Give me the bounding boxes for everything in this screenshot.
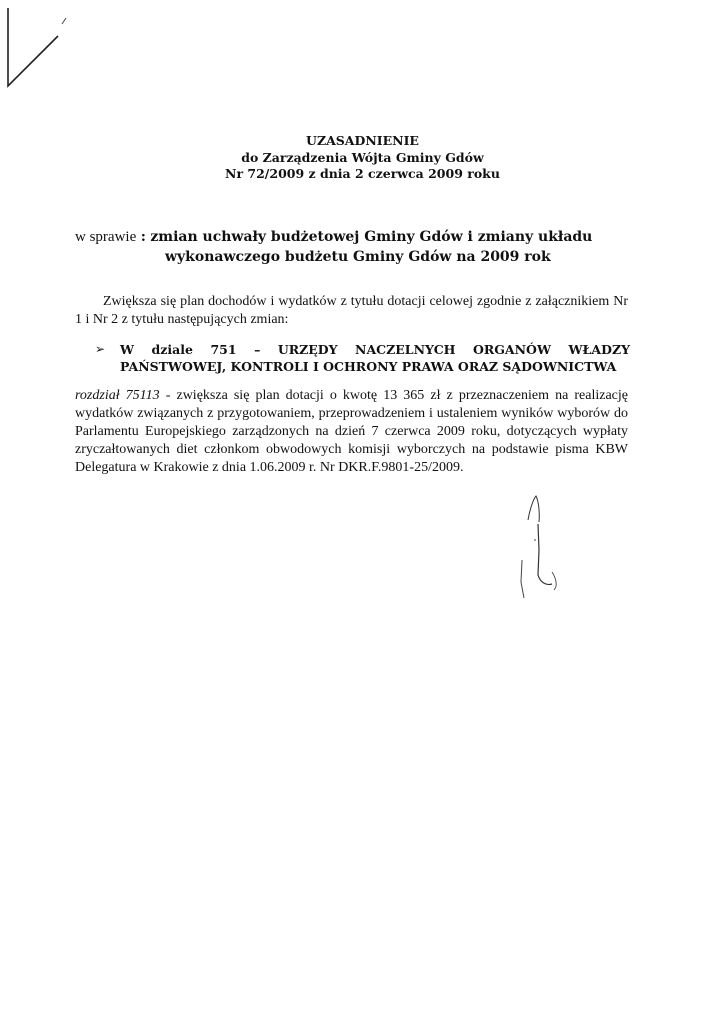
intro-paragraph: Zwiększa się plan dochodów i wydatków z tytułu dotacji celowej zgodnie z załącznikiem Nr 1 i Nr 2 z tytułu następujących zmian:: [75, 294, 628, 327]
corner-check-mark: [0, 0, 80, 100]
arrow-bullet-icon: ➢: [95, 342, 106, 356]
document-subtitle-line-2: Nr 72/2009 z dnia 2 czerwca 2009 roku: [225, 166, 500, 181]
subject-block: [75, 227, 635, 267]
document-subtitle-line-1: do Zarządzenia Wójta Gminy Gdów: [241, 150, 484, 165]
subject-colon: :: [140, 229, 146, 245]
subject-text-line-2: wykonawczego budżetu Gminy Gdów na 2009 rok: [165, 249, 551, 265]
subject-prefix: w sprawie: [75, 229, 137, 245]
body-paragraph: [75, 387, 628, 477]
bullet-line-1: W dziale 751 – URZĘDY NACZELNYCH ORGANÓW WŁADZY: [120, 342, 630, 357]
document-title: UZASADNIENIE: [306, 133, 419, 148]
body-text: - zwiększa się plan dotacji o kwotę 13 365 zł z przeznaczeniem na realizację wydatków związanych z przygotowaniem, przeprowadzeniem i ustaleniem wyników wyborów do Parlamentu Europejskiego zarządzonych na dzień 7 czerwca 2009 roku, dotyczących wypłaty zryczałtowanych diet członkom obwodowych komisji wyborczych na podstawie pisma KBW Delegatura w Krakowie z dnia 1.06.2009 r. Nr DKR.F.9801-25/2009.: [75, 388, 628, 475]
handwritten-signature: [500, 490, 580, 610]
body-lead: rozdział 75113: [75, 388, 160, 403]
bullet-line-2: PAŃSTWOWEJ, KONTROLI I OCHRONY PRAWA ORAZ SĄDOWNICTWA: [120, 359, 617, 374]
subject-text-line-1: zmian uchwały budżetowej Gminy Gdów i zmiany układu: [150, 229, 593, 245]
bullet-item: [95, 341, 630, 375]
